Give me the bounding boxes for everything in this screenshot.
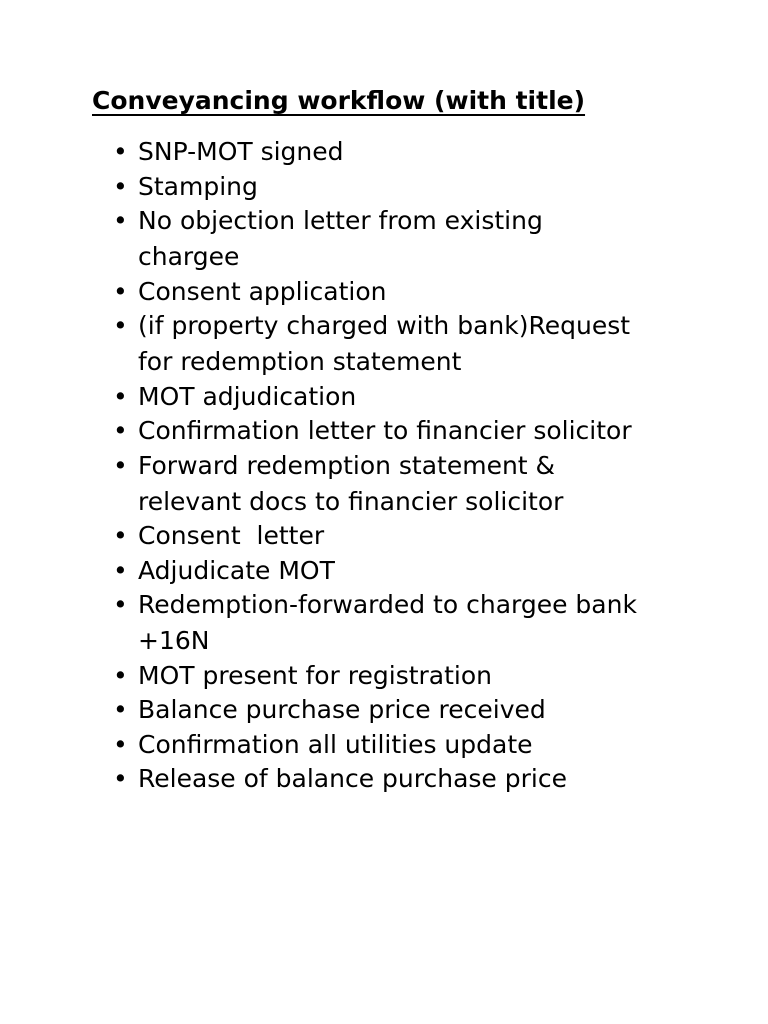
list-item-text: Confirmation letter to financier solicitor bbox=[138, 416, 632, 445]
list-item bbox=[0, 727, 638, 763]
bullet-icon: • bbox=[113, 555, 128, 585]
list-item bbox=[0, 658, 638, 694]
list-item-text: Balance purchase price received bbox=[138, 695, 546, 724]
list-item-text: Forward redemption statement & relevant docs to financier solicitor bbox=[138, 450, 564, 516]
list-item bbox=[0, 413, 638, 449]
bullet-icon: • bbox=[113, 171, 128, 201]
list-item bbox=[0, 761, 638, 797]
list-item bbox=[0, 169, 638, 205]
list-item-text: Consent application bbox=[138, 276, 387, 306]
list-item bbox=[0, 203, 638, 275]
list-item bbox=[0, 692, 638, 728]
list-item bbox=[0, 518, 638, 554]
list-item bbox=[0, 134, 638, 170]
bullet-icon: • bbox=[113, 450, 128, 480]
list-item-text: No objection letter from existing chargee bbox=[138, 206, 551, 271]
bullet-icon: • bbox=[113, 660, 128, 690]
bullet-icon: • bbox=[113, 416, 128, 445]
bullet-icon: • bbox=[113, 729, 128, 759]
list-item-text: MOT adjudication bbox=[138, 381, 357, 411]
bullet-icon: • bbox=[113, 695, 128, 724]
bullet-icon: • bbox=[113, 276, 128, 306]
list-item bbox=[0, 379, 638, 415]
bullet-icon: • bbox=[113, 311, 128, 340]
bullet-icon: • bbox=[113, 206, 128, 235]
document-title: Conveyancing workflow (with title) bbox=[92, 86, 586, 115]
list-item-text: Stamping bbox=[138, 171, 258, 201]
list-item-text: MOT present for registration bbox=[138, 660, 493, 690]
bullet-icon: • bbox=[113, 764, 128, 793]
list-item bbox=[0, 587, 645, 659]
workflow-list bbox=[0, 134, 768, 796]
list-item-text: SNP-MOT signed bbox=[138, 137, 344, 166]
list-item bbox=[0, 448, 638, 520]
list-item-text: Consent letter bbox=[138, 521, 325, 550]
bullet-icon: • bbox=[113, 521, 128, 550]
bullet-icon: • bbox=[113, 137, 128, 166]
list-item bbox=[0, 553, 638, 589]
bullet-icon: • bbox=[113, 590, 128, 619]
list-item bbox=[0, 274, 638, 310]
list-item-text: Confirmation all utilities update bbox=[138, 729, 533, 759]
list-item-text: Release of balance purchase price bbox=[138, 764, 567, 793]
list-item-text: Adjudicate MOT bbox=[138, 555, 335, 585]
list-item bbox=[0, 308, 638, 380]
bullet-icon: • bbox=[113, 381, 128, 411]
list-item-text: Redemption-forwarded to chargee bank +16N bbox=[138, 590, 645, 655]
list-item-text: (if property charged with bank)Request for redemption statement bbox=[138, 311, 638, 376]
